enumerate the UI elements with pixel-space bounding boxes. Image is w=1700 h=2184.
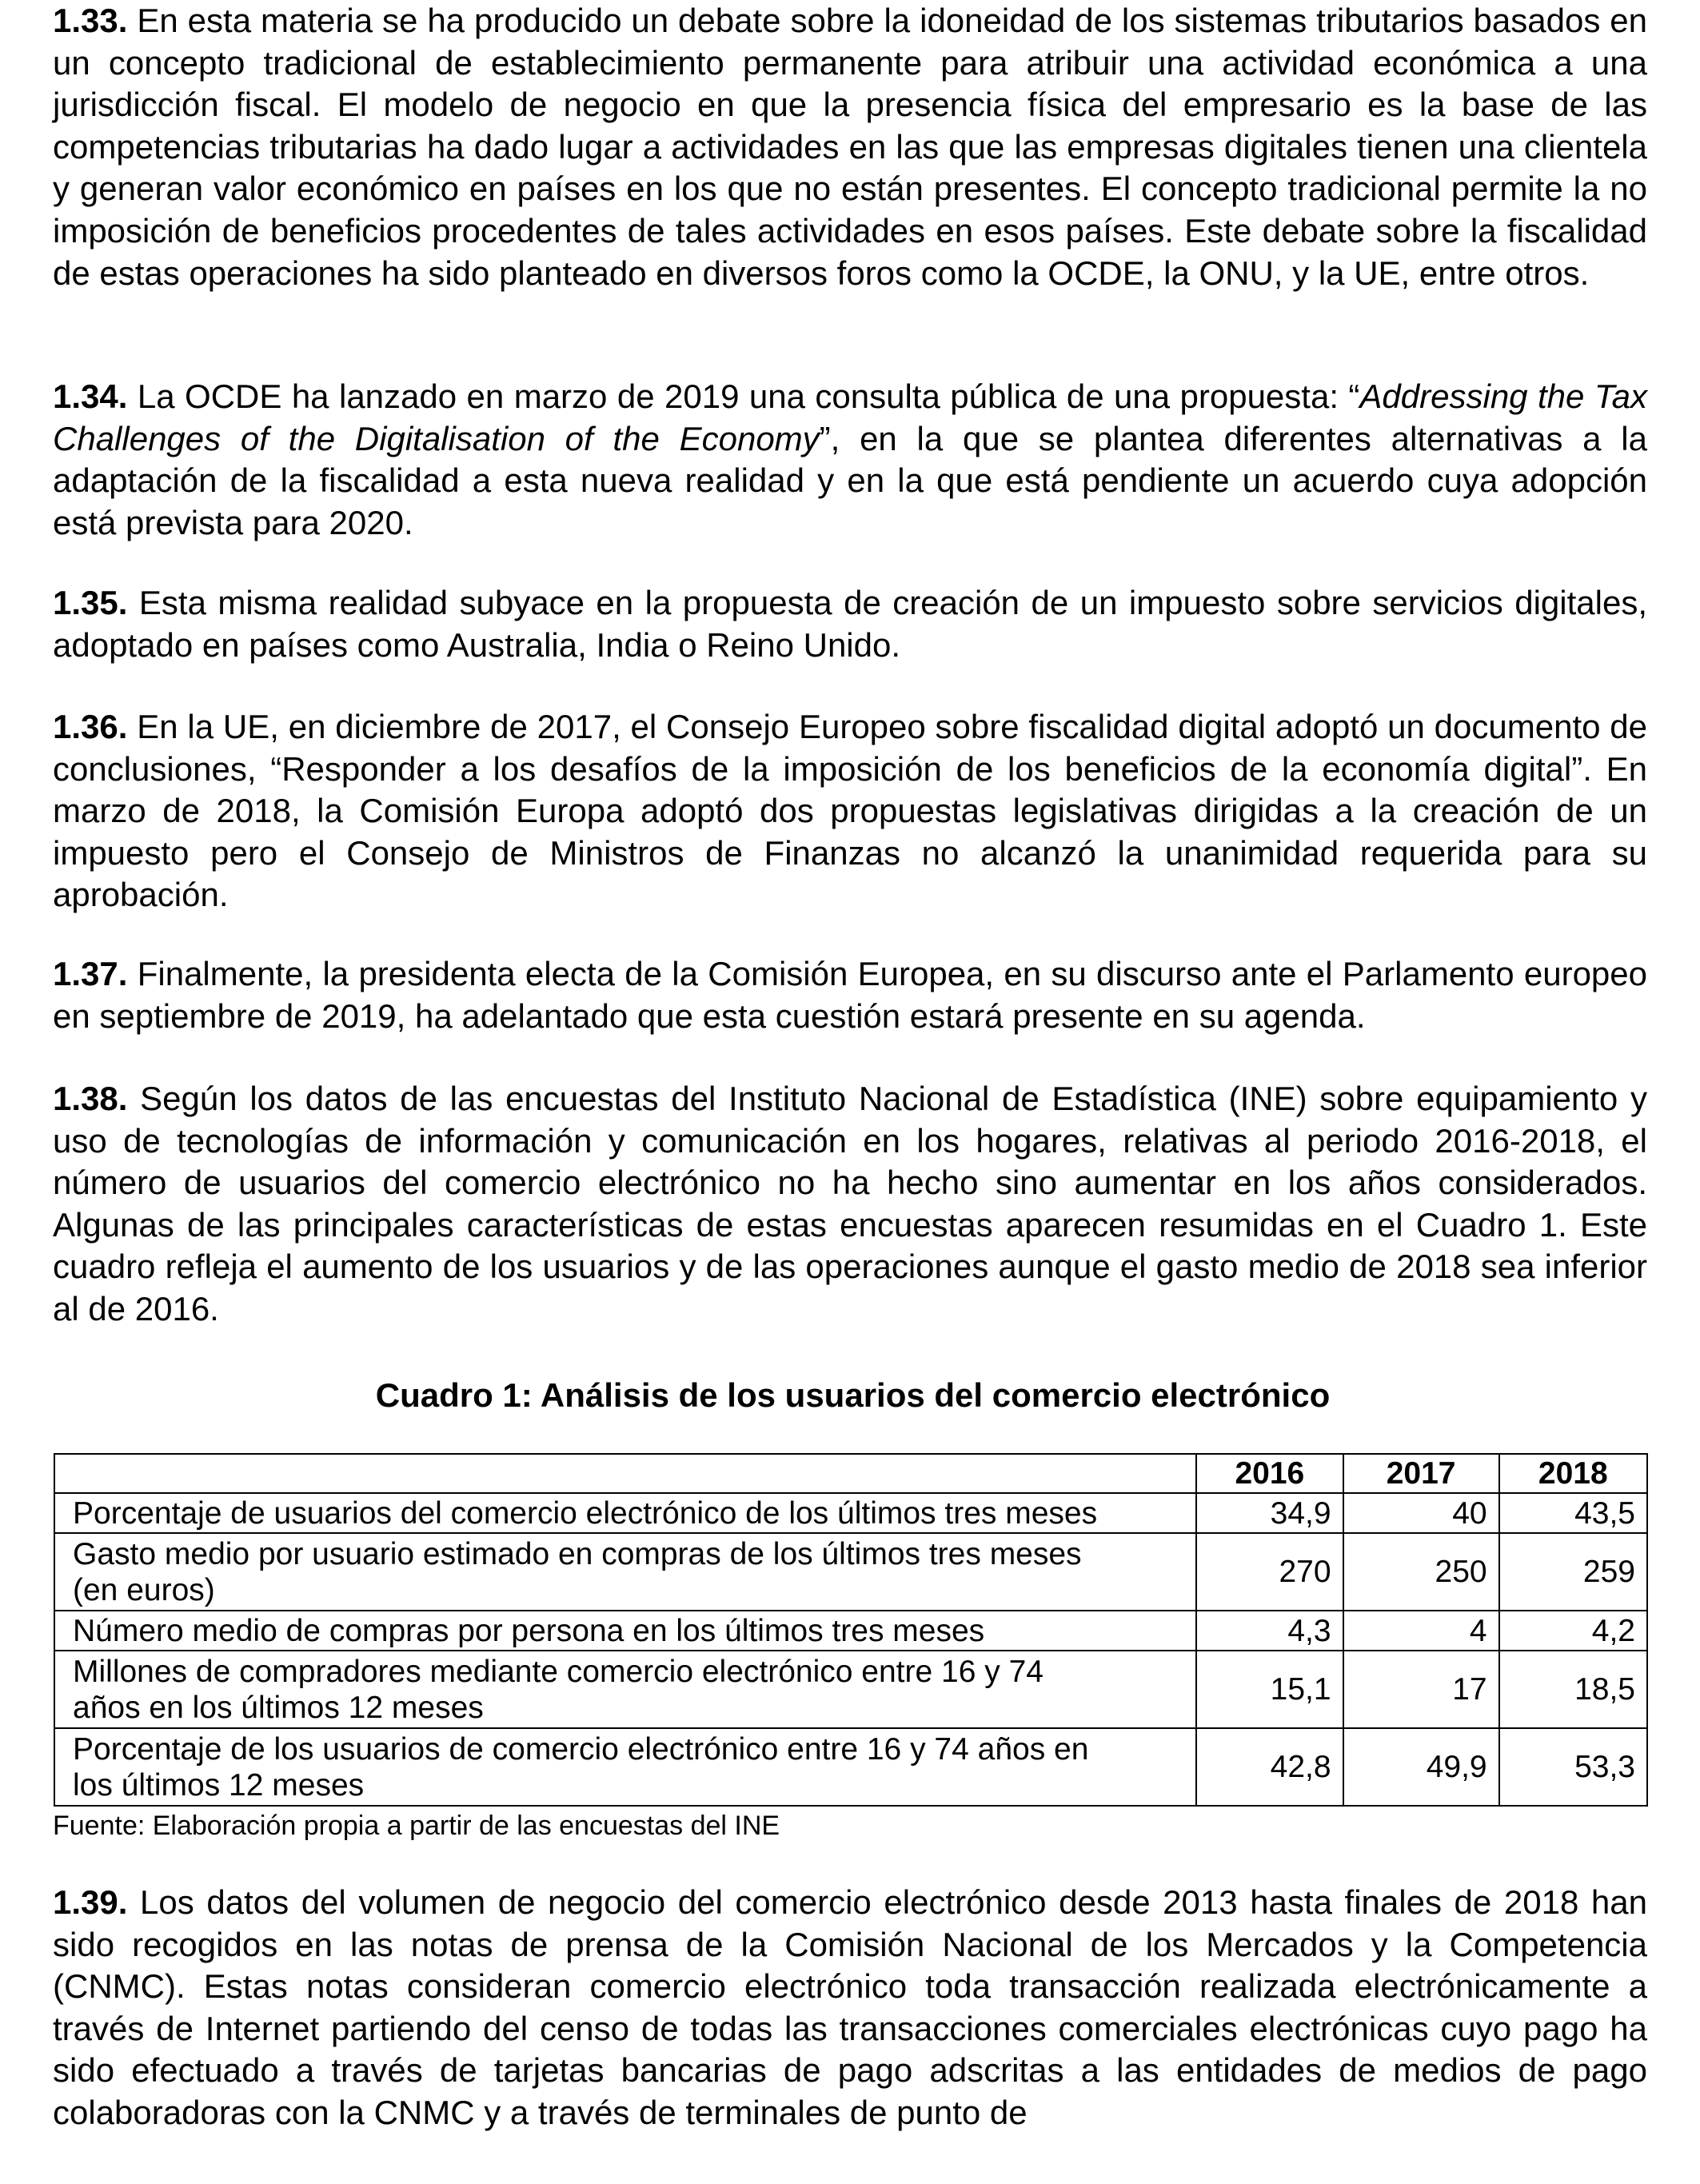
paragraph-1-36 [53,706,1647,916]
table-cell-2017: 49,9 [1343,1728,1499,1806]
row-label-line: (en euros) [73,1572,215,1607]
data-table [54,1453,1648,1807]
table-row [54,1493,1647,1533]
table-title: Cuadro 1: Análisis de los usuarios del comercio electrónico [375,1376,1331,1414]
paragraph-text: La OCDE ha lanzado en marzo de 2019 una consulta pública de una propuesta: “ [127,377,1360,415]
table-cell-2017: 250 [1343,1533,1499,1611]
publication-title: Addressing the Tax Challenges of the Digitalisation of the Economy [53,377,1647,457]
table-cell-2017: 17 [1343,1651,1499,1728]
paragraph-number: 1.33. [53,2,128,39]
paragraph-1-35 [53,582,1647,666]
table-corner-cell [54,1454,1196,1493]
paragraph-text: Esta misma realidad subyace en la propuesta de creación de un impuesto sobre servicios digitales, adoptado en países como Australia, India o Reino Unido. [53,584,1647,664]
paragraph-text: ”, en la que se plantea diferentes alternativas a la adaptación de la fiscalidad a esta nueva realidad y en la que está pendiente un acuerdo cuya adopción está prevista para 2020. [53,419,1647,541]
table-cell-2016: 15,1 [1196,1651,1343,1728]
table-cell-2018: 4,2 [1499,1611,1647,1651]
row-label-line: los últimos 12 meses [73,1767,365,1803]
table-cell-2018: 18,5 [1499,1651,1647,1728]
paragraph-1-33 [53,0,1647,294]
table-header-row [54,1454,1647,1493]
table-row [54,1533,1647,1611]
table-row [54,1651,1647,1728]
paragraph-text: Finalmente, la presidenta electa de la Comisión Europea, en su discurso ante el Parlamento europeo en septiembre de 2019, ha adelantado que esta cuestión estará presente en su agenda. [53,955,1647,1035]
row-label [54,1493,1196,1533]
row-label-line: Millones de compradores mediante comercio electrónico entre 16 y 74 [73,1654,1044,1689]
row-label-line: Porcentaje de los usuarios de comercio electrónico entre 16 y 74 años en [73,1731,1089,1767]
table-cell-2018: 53,3 [1499,1728,1647,1806]
paragraph-1-39 [53,1882,1647,2134]
paragraph-1-38 [53,1078,1647,1331]
table-cell-2016: 34,9 [1196,1493,1343,1533]
table-cell-2018: 43,5 [1499,1493,1647,1533]
table-cell-2016: 4,3 [1196,1611,1343,1651]
row-label [54,1728,1196,1806]
paragraph-number: 1.37. [53,955,128,992]
paragraph-1-34 [53,376,1647,544]
paragraph-1-37 [53,953,1647,1037]
paragraph-text: En la UE, en diciembre de 2017, el Consejo Europeo sobre fiscalidad digital adoptó un documento de conclusiones, “Responder a los desafíos de la imposición de los beneficios de la economía digital”. En marzo de 2018, la Comisión Europa adoptó dos propuestas legislativas dirigidas a la creación de un impuesto pero el Consejo de Ministros de Finanzas no alcanzó la unanimidad requerida para su aprobación. [53,708,1647,914]
paragraph-number: 1.34. [53,377,128,415]
table-header-cell: 2017 [1343,1454,1499,1493]
table-row [54,1611,1647,1651]
paragraph-text: Los datos del volumen de negocio del comercio electrónico desde 2013 hasta finales de 2018 han sido recogidos en las notas de prensa de la Comisión Nacional de los Mercados y la Competencia (CNMC). Estas notas consideran comercio electrónico toda transacción realizada electrónicamente a través de Internet partiendo del censo de todas las transacciones comerciales electrónicas cuyo pago ha sido efectuado a través de tarjetas bancarias de pago adscritas a las entidades de medios de pago colaboradoras con la CNMC y a través de terminales de punto de [53,1883,1647,2131]
row-label-line: años en los últimos 12 meses [73,1690,484,1725]
paragraph-number: 1.36. [53,708,128,745]
table-header-cell: 2016 [1196,1454,1343,1493]
paragraph-number: 1.35. [53,584,128,621]
paragraph-text: Según los datos de las encuestas del Instituto Nacional de Estadística (INE) sobre equipamiento y uso de tecnologías de información y comunicación en los hogares, relativas al periodo 2016-2018, el número de usuarios del comercio electrónico no ha hecho sino aumentar en los años considerados. Algunas de las principales características de estas encuestas aparecen resumidas en el Cuadro 1. Este cuadro refleja el aumento de los usuarios y de las operaciones aunque el gasto medio de 2018 sea inferior al de 2016. [53,1080,1647,1328]
paragraph-number: 1.39. [53,1883,128,1921]
row-label-line: Porcentaje de usuarios del comercio electrónico de los últimos tres meses [73,1495,1098,1531]
row-label [54,1533,1196,1611]
table-cell-2017: 4 [1343,1611,1499,1651]
table-cell-2018: 259 [1499,1533,1647,1611]
table-source-note: Fuente: Elaboración propia a partir de las encuestas del INE [53,1811,780,1841]
table-cell-2016: 270 [1196,1533,1343,1611]
table-row [54,1728,1647,1806]
row-label [54,1611,1196,1651]
paragraph-number: 1.38. [53,1080,128,1117]
table-header-cell: 2018 [1499,1454,1647,1493]
paragraph-text: En esta materia se ha producido un debate sobre la idoneidad de los sistemas tributarios basados en un concepto tradicional de establecimiento permanente para atribuir una actividad económica a una jurisdicción fiscal. El modelo de negocio en que la presencia física del empresario es la base de las competencias tributarias ha dado lugar a actividades en las que las empresas digitales tienen una clientela y generan valor económico en países en los que no están presentes. El concepto tradicional permite la no imposición de beneficios procedentes de tales actividades en esos países. Este debate sobre la fiscalidad de estas operaciones ha sido planteado en diversos foros como la OCDE, la ONU, y la UE, entre otros. [53,2,1647,292]
row-label-line: Gasto medio por usuario estimado en compras de los últimos tres meses [73,1536,1082,1571]
table-cell-2016: 42,8 [1196,1728,1343,1806]
row-label [54,1651,1196,1728]
table-cell-2017: 40 [1343,1493,1499,1533]
row-label-line: Número medio de compras por persona en los últimos tres meses [73,1613,985,1648]
